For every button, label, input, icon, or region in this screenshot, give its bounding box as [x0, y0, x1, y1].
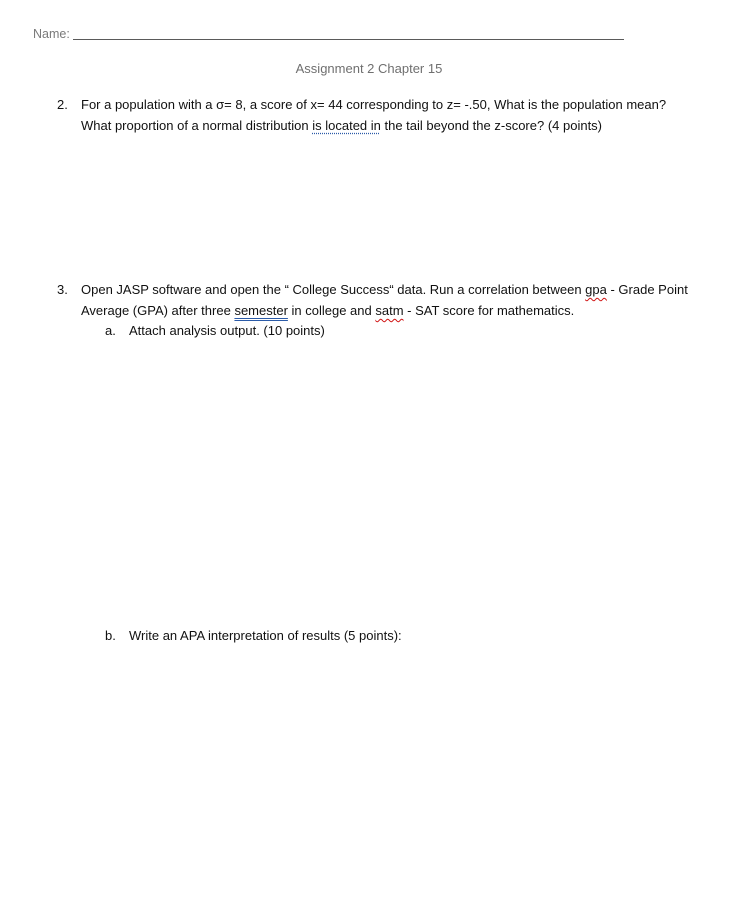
question-2-number: 2. — [57, 97, 68, 112]
question-3-line-1 — [81, 279, 688, 300]
question-3-line-1-start: Open JASP software and open the “ College Success“ data. Run a correlation between — [81, 282, 586, 297]
grammar-flag-semester: semester — [234, 303, 288, 318]
grammar-flag-is-located-in: is located in — [312, 118, 381, 133]
question-3-number: 3. — [57, 282, 68, 297]
question-3-line-2-middle: in college and — [287, 303, 376, 318]
name-label: Name: — [33, 27, 70, 41]
question-3a-letter: a. — [105, 323, 116, 338]
name-blank-line[interactable] — [73, 25, 624, 40]
question-3-line-2-start: Average (GPA) after three — [81, 303, 235, 318]
question-3-line-2 — [81, 300, 574, 321]
question-3b-text: Write an APA interpretation of results (5 points): — [129, 628, 402, 643]
question-2-line-1: For a population with a σ= 8, a score of x= 44 corresponding to z= -.50, What is the population mean? — [81, 97, 667, 112]
spelling-flag-gpa: gpa — [585, 282, 607, 297]
spelling-flag-satm: satm — [375, 303, 404, 318]
question-2-line-2-end: the tail beyond the z-score? (4 points) — [380, 118, 603, 133]
question-2-line-2-start: What proportion of a normal distribution — [81, 118, 313, 133]
question-3-line-2-end: - SAT score for mathematics. — [403, 303, 575, 318]
question-3a-text: Attach analysis output. (10 points) — [129, 323, 325, 338]
question-2-line-2 — [81, 115, 602, 136]
assignment-title: Assignment 2 Chapter 15 — [295, 61, 443, 76]
name-field-row — [33, 24, 624, 42]
question-3-line-1-end: - Grade Point — [606, 282, 688, 297]
question-3b-letter: b. — [105, 628, 116, 643]
